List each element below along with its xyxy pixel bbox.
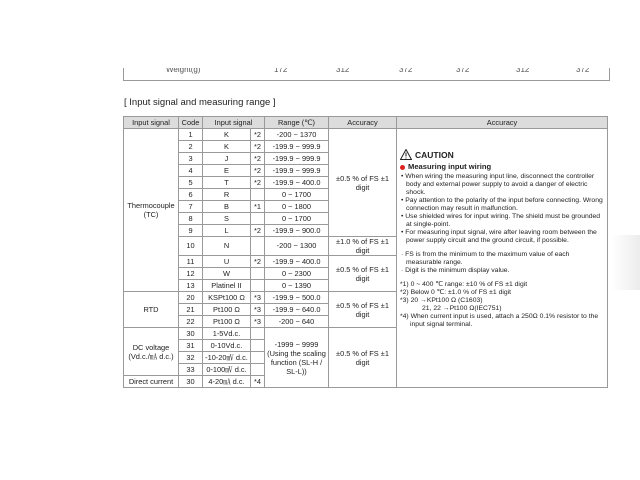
mark-cell: *2: [251, 256, 265, 268]
mark-cell: *4: [251, 376, 265, 388]
mark-cell: *3: [251, 316, 265, 328]
table-row: [124, 129, 608, 141]
prev-row-cell: 312: [336, 68, 350, 74]
header-input-signal: Input signal: [124, 117, 179, 129]
signal-cell: L: [203, 225, 251, 237]
signal-cell: U: [203, 256, 251, 268]
range-cell: -199.9 ~ 900.0: [265, 225, 329, 237]
signal-cell: Pt100 Ω: [203, 304, 251, 316]
mark-cell: *2: [251, 153, 265, 165]
caution-note: [397, 129, 608, 388]
measuring-input-wiring-title: [400, 162, 604, 172]
list-item: • Pay attention to the polarity of the input before connecting. Wrong connection may result in malfunction.: [401, 197, 603, 212]
input-signal-table: [123, 116, 608, 388]
code-cell: 30: [179, 376, 203, 388]
range-cell: -199.9 ~ 400.0: [265, 177, 329, 189]
code-cell: 9: [179, 225, 203, 237]
code-cell: 33: [179, 364, 203, 376]
mark-cell: *2: [251, 141, 265, 153]
range-cell: -199.9 ~ 999.9: [265, 153, 329, 165]
mark-cell: [251, 364, 265, 376]
range-cell: 0 ~ 1390: [265, 280, 329, 292]
list-item: • For measuring input signal, wire after leaving room between the power supply circuit and the ground circuit, if possible.: [401, 229, 597, 244]
header-input-signal-2: Input signal: [203, 117, 265, 129]
signal-cell: J: [203, 153, 251, 165]
code-cell: 31: [179, 340, 203, 352]
signal-cell: -10-20㎷ d.c.: [203, 352, 251, 364]
header-accuracy: Accuracy: [329, 117, 397, 129]
code-cell: 3: [179, 153, 203, 165]
previous-table-row: [123, 68, 610, 81]
group-direct-current: Direct current: [124, 376, 179, 388]
code-cell: 21: [179, 304, 203, 316]
mark-cell: [251, 328, 265, 340]
page-edge-shadow: [612, 235, 640, 290]
table-header-row: [124, 117, 608, 129]
accuracy-cell: ±0.5 % of FS ±1 digit: [329, 256, 397, 292]
range-cell: -1999 ~ 9999 (Using the scaling function (SL-H / SL-L)): [265, 328, 329, 388]
range-cell: -200 ~ 1300: [265, 237, 329, 256]
range-cell: 0 ~ 1700: [265, 213, 329, 225]
mark-cell: *2: [251, 225, 265, 237]
code-cell: 20: [179, 292, 203, 304]
signal-cell: K: [203, 129, 251, 141]
code-cell: 7: [179, 201, 203, 213]
range-cell: -199.9 ~ 999.9: [265, 165, 329, 177]
signal-cell: K: [203, 141, 251, 153]
signal-cell: W: [203, 268, 251, 280]
accuracy-cell: ±1.0 % of FS ±1 digit: [329, 237, 397, 256]
code-cell: 2: [179, 141, 203, 153]
footnote-1: *1) 0 ~ 400 ℃ range: ±10 % of FS ±1 digit: [400, 281, 528, 288]
prev-row-cell: 312: [516, 68, 530, 74]
group-thermocouple: Thermocouple (TC): [124, 129, 179, 292]
signal-cell: S: [203, 213, 251, 225]
range-cell: 0 ~ 1800: [265, 201, 329, 213]
mark-cell: [251, 280, 265, 292]
mark-cell: *2: [251, 129, 265, 141]
mark-cell: *1: [251, 201, 265, 213]
code-cell: 4: [179, 165, 203, 177]
digit-definition: · Digit is the minimum display value.: [401, 267, 510, 274]
code-cell: 5: [179, 177, 203, 189]
range-cell: 0 ~ 2300: [265, 268, 329, 280]
mark-cell: [251, 237, 265, 256]
code-cell: 12: [179, 268, 203, 280]
mark-cell: *2: [251, 177, 265, 189]
prev-row-cell: 372: [456, 68, 470, 74]
accuracy-cell: ±0.5 % of FS ±1 digit: [329, 292, 397, 328]
range-cell: -199.9 ~ 999.9: [265, 141, 329, 153]
signal-cell: E: [203, 165, 251, 177]
footnote-4: *4) When current input is used, attach a 250Ω 0.1% resistor to the input signal terminal.: [400, 313, 599, 328]
mark-cell: *3: [251, 292, 265, 304]
signal-cell: 4-20㎃ d.c.: [203, 376, 251, 388]
mark-cell: [251, 189, 265, 201]
footnote-3-cont: 21, 22 →Pt100 Ω(IEC751): [422, 305, 502, 312]
code-cell: 32: [179, 352, 203, 364]
signal-cell: 1-5Vd.c.: [203, 328, 251, 340]
signal-cell: N: [203, 237, 251, 256]
code-cell: 6: [179, 189, 203, 201]
warning-icon: [400, 149, 412, 160]
mark-cell: *3: [251, 304, 265, 316]
prev-row-label: Weight(g): [166, 68, 201, 74]
footnotes: [400, 281, 604, 329]
accuracy-cell: ±0.5 % of FS ±1 digit: [329, 129, 397, 237]
section-heading: [ Input signal and measuring range ]: [124, 97, 276, 108]
header-range: Range (℃): [265, 117, 329, 129]
group-rtd: RTD: [124, 292, 179, 328]
header-accuracy-2: Accuracy: [397, 117, 608, 129]
signal-cell: Platinel II: [203, 280, 251, 292]
footnote-2: *2) Below 0 ℃: ±1.0 % of FS ±1 digit: [400, 289, 512, 296]
signal-cell: 0-100㎷ d.c.: [203, 364, 251, 376]
red-bullet-icon: [400, 165, 405, 170]
prev-row-cell: 172: [274, 68, 288, 74]
list-item: • When wiring the measuring input line, disconnect the controller body and external power supply to avoid a danger of electric shock.: [401, 173, 595, 196]
range-cell: -199.9 ~ 500.0: [265, 292, 329, 304]
code-cell: 10: [179, 237, 203, 256]
signal-cell: B: [203, 201, 251, 213]
mark-cell: [251, 268, 265, 280]
accuracy-cell: ±0.5 % of FS ±1 digit: [329, 328, 397, 388]
signal-cell: R: [203, 189, 251, 201]
mark-cell: [251, 213, 265, 225]
range-cell: -200 ~ 640: [265, 316, 329, 328]
range-cell: -199.9 ~ 400.0: [265, 256, 329, 268]
footnote-3: *3) 20 →KPt100 Ω (C1603): [400, 297, 483, 304]
header-code: Code: [179, 117, 203, 129]
mark-cell: [251, 340, 265, 352]
range-cell: -199.9 ~ 640.0: [265, 304, 329, 316]
mark-cell: [251, 352, 265, 364]
signal-cell: KSPt100 Ω: [203, 292, 251, 304]
code-cell: 1: [179, 129, 203, 141]
code-cell: 22: [179, 316, 203, 328]
code-cell: 11: [179, 256, 203, 268]
signal-cell: T: [203, 177, 251, 189]
code-cell: 13: [179, 280, 203, 292]
code-cell: 8: [179, 213, 203, 225]
fs-definition: · FS is from the minimum to the maximum value of each measurable range.: [401, 251, 570, 266]
range-cell: -200 ~ 1370: [265, 129, 329, 141]
list-item: • Use shielded wires for input wiring. The shield must be grounded at single-point.: [401, 213, 601, 228]
caution-title: [400, 149, 604, 160]
range-cell: 0 ~ 1700: [265, 189, 329, 201]
code-cell: 30: [179, 328, 203, 340]
group-dc-voltage: DC voltage (Vd.c./㎃ d.c.): [124, 328, 179, 376]
mark-cell: *2: [251, 165, 265, 177]
signal-cell: Pt100 Ω: [203, 316, 251, 328]
prev-row-cell: 372: [399, 68, 413, 74]
signal-cell: 0-10Vd.c.: [203, 340, 251, 352]
wiring-bullet-list: [400, 173, 604, 245]
caution-label: CAUTION: [415, 149, 454, 160]
prev-row-cell: 372: [576, 68, 590, 74]
subtitle-text: Measuring input wiring: [408, 162, 492, 171]
